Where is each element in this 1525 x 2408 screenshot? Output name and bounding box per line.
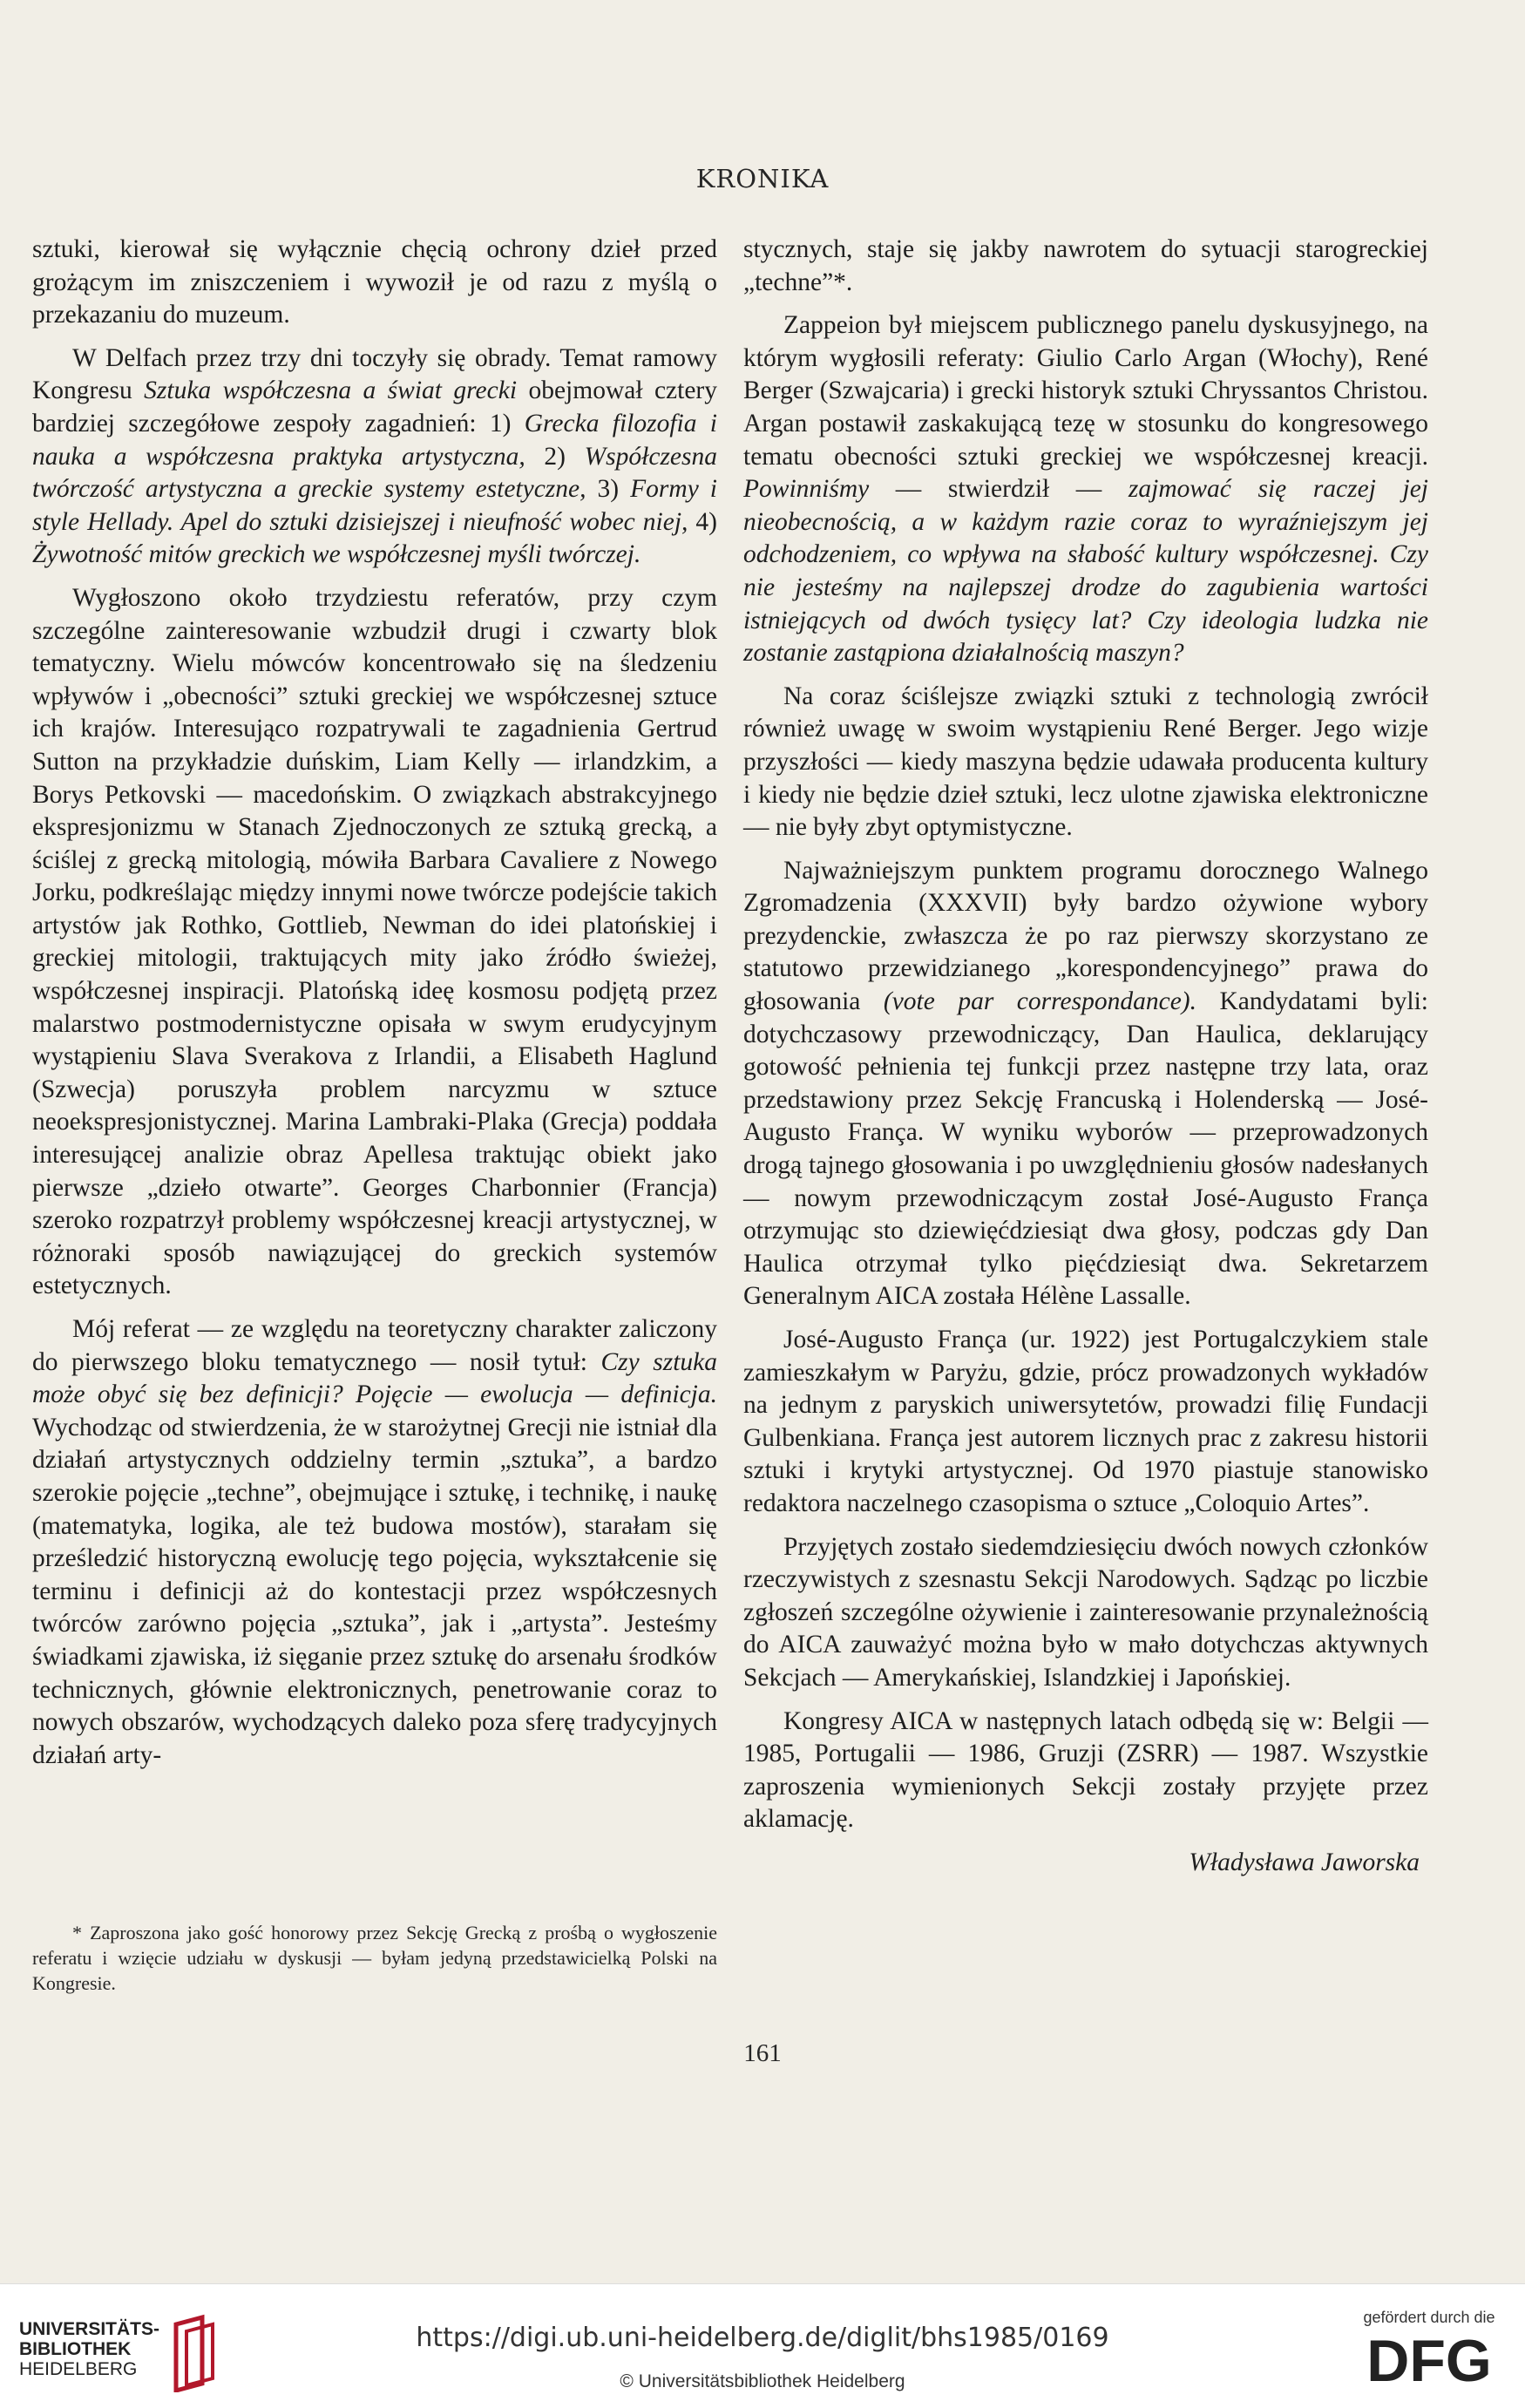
footnote: * Zaproszona jako gość honorowy przez Sekcję Grecką z prośbą o wygłoszenie referatu i wzięcie udziału w dyskusji — byłam jedyną przedstawicielką Polski na Kongresie. xyxy=(32,1922,717,1994)
library-name-line2: BIBLIOTHEK xyxy=(19,2339,132,2359)
dfg-caption: gefördert durch die xyxy=(1363,2309,1495,2326)
permalink-url[interactable]: https://digi.ub.uni-heidelberg.de/diglit/bhs1985/0169 xyxy=(416,2323,1109,2353)
right-column-paragraph: José-Augusto França (ur. 1922) jest Portugalczykiem stale zamieszkałym w Paryżu, gdzie, prócz prowadzonych wykładów na jednym z paryskich uniwersytetów, prowadzi filię Fundacji Gulbenkiana. França jest autorem licznych prac z zakresu historii sztuki i krytyki artystycznej. Od 1970 piastuje stanowisko redaktora naczelnego czasopisma o sztuce „Coloquio Artes”. xyxy=(743,1326,1428,1517)
dfg-wordmark-text: DFG xyxy=(1366,2328,1492,2390)
right-column-paragraph: Kongresy AICA w następnych latach odbędą się w: Belgii — 1985, Portugalii — 1986, Gruzji (ZSRR) — 1987. Wszystkie zaproszenia wymienionych Sekcji zostały przyjęte przez aklamację. xyxy=(743,1706,1428,1834)
left-column-paragraph: sztuki, kierował się wyłącznie chęcią ochrony dzieł przed grożącym im zniszczeniem i wywoził je od razu z myślą o przekazaniu do muzeum. xyxy=(32,235,717,329)
left-column-paragraph: Wygłoszono około trzydziestu referatów, przy czym szczególne zainteresowanie wzbudził drugi i czwarty blok tematyczny. Wielu mówców koncentrowało się na śledzeniu wpływów i „obecności” sztuki greckiej we współczesnej sztuce ich krajów. Interesująco rozpatrywali te zagadnienia Gertrud Sutton na przykładzie duńskim, Liam Kelly — irlandzkim, a Borys Petkovski — macedońskim. O związkach abstrakcyjnego ekspresjonizmu w Stanach Zjednoczonych ze sztuką grecką, a ściślej z grecką mitologią, mówiła Barbara Cavaliere z Nowego Jorku, podkreślając między innymi nowe twórcze podejście takich artystów jak Rothko, Gottlieb, Newman do idei platońskiej i greckiej mitologii, traktujących mity jako źródło świeżej, współczesnej inspiracji. Platońską ideę kosmosu podjętą przez malarstwo postmodernistyczne opisała w swym erudycyjnym wystąpieniu Slava Sverakova z Irlandii, a Elisabeth Haglund (Szwecja) poruszyła problem narcyzmu w sztuce neoekspresjonistycznej. Marina Lambraki-Plaka (Grecja) poddała interesującej analizie obraz Apellesa traktując obiekt jako pierwsze „dzieło otwarte”. Georges Charbonnier (Francja) szeroko rozpatrzył problemy współczesnej kreacji artystycznej, w różnoraki sposób nawiązującej do greckich systemów estetycznych. xyxy=(32,583,717,1300)
right-column-paragraph: Najważniejszym punktem programu dorocznego Walnego Zgromadzenia (XXXVII) były bardzo ożywione wybory prezydenckie, zwłaszcza że po raz pierwszy skorzystano ze statutowo przewidzianego „korespondencyjnego” prawa do głosowania (vote par correspondance). Kandydatami byli: dotychczasowy przewodniczący, Dan Haulica, deklarujący gotowość pełnienia tej funkcji przez następne trzy lata, oraz przedstawiony przez Sekcję Francuską i Holenderską — José-Augusto França. W wyniku wyborów — przeprowadzonych drogą tajnego głosowania i po uwzględnieniu głosów nadesłanych — nowym przewodniczącym został José-Augusto França otrzymując sto dziewięćdziesiąt dwa głosy, podczas gdy Dan Haulica otrzymał tylko pięćdziesiąt dwa. Sekretarzem Generalnym AICA została Hélène Lassalle. xyxy=(743,856,1428,1311)
library-name-line3: HEIDELBERG xyxy=(19,2359,138,2379)
page-number: 161 xyxy=(743,2039,782,2067)
right-column-paragraph: Na coraz ściślejsze związki sztuki z technologią zwrócił również uwagę w swoim wystąpieniu René Berger. Jego wizje przyszłości — kiedy maszyna będzie udawała producenta kultury i kiedy nie będzie dzieł sztuki, lecz ulotne zjawiska elektroniczne — nie były zbyt optymistyczne. xyxy=(743,682,1428,842)
left-column xyxy=(32,234,717,1782)
library-name-line1: UNIVERSITÄTS- xyxy=(19,2319,160,2339)
copyright-notice: © Universitätsbibliothek Heidelberg xyxy=(620,2371,905,2391)
right-column-paragraph: Przyjętych zostało siedemdziesięciu dwóch nowych członków rzeczywistych z szesnastu Sekcji Narodowych. Sądząc po liczbie zgłoszeń szczególne ożywienie i zainteresowanie przynależnością do AICA zauważyć można było w mało dotychczas aktywnych Sekcjach — Amerykańskiej, Islandzkiej i Japońskiej. xyxy=(743,1532,1428,1692)
viewer-footer xyxy=(0,2283,1525,2408)
right-column-paragraph: Zappeion był miejscem publicznego panelu dyskusyjnego, na którym wygłosili referaty: Giulio Carlo Argan (Włochy), René Berger (Szwajcaria) i grecki historyk sztuki Chryssantos Christou. Argan postawił zaskakującą tezę w stosunku do kongresowego tematu obecności sztuki greckiej we współczesnej kreacji. Powinniśmy — stwierdził — zajmować się raczej jej nieobecnością, a w każdym razie coraz to wyraźniejszym jej odchodzeniem, co wpływa na słabość kultury współczesnej. Czy nie jesteśmy na najlepszej drodze do zagubienia wartości istniejących od dwóch tysięcy lat? Czy ideologia ludzka nie zostanie zastąpiona działalnością maszyn? xyxy=(743,311,1428,668)
author-signature: Władysława Jaworska xyxy=(1189,1848,1420,1876)
right-column-paragraph: stycznych, staje się jakby nawrotem do sytuacji starogreckiej „techne”*. xyxy=(743,235,1428,296)
left-column-paragraph: W Delfach przez trzy dni toczyły się obrady. Temat ramowy Kongresu Sztuka współczesna a świat grecki obejmował cztery bardziej szczegółowe zespoły zagadnień: 1) Grecka filozofia i nauka a współczesna praktyka artystyczna, 2) Współczesna twórczość artystyczna a greckie systemy estetyczne, 3) Formy i style Hellady. Apel do sztuki dzisiejszej i nieufność wobec niej, 4) Żywotność mitów greckich we współczesnej myśli twórczej. xyxy=(32,343,718,569)
right-column xyxy=(743,234,1428,1880)
dfg-logo[interactable] xyxy=(1351,2309,1508,2396)
running-header: KRONIKA xyxy=(695,164,830,193)
dfg-wordmark-icon xyxy=(1351,2327,1508,2390)
left-column-paragraph: Mój referat — ze względu na teoretyczny charakter zaliczony do pierwszego bloku tematycznego — nosił tytuł: Czy sztuka może obyć się bez definicji? Pojęcie — ewolucja — definicja. Wychodząc od stwierdzenia, że w starożytnej Grecji nie istniał dla działań artystycznych oddzielny termin „sztuka”, a bardzo szerokie pojęcie „techne”, obejmujące i sztukę, i technikę, i naukę (matematyka, logika, ale też budowa mostów), starałam się prześledzić historyczną ewolucję tego pojęcia, wykształcenie się terminu i definicji aż do kontestacji przez współczesnych twórców zarówno pojęcia „sztuka”, jak i „artysta”. Jesteśmy świadkami zjawiska, iż sięganie przez sztukę do arsenału środków technicznych, głównie elektronicznych, penetrowanie coraz to nowych obszarów, wychodzących daleko poza sferę tradycyjnych działań arty- xyxy=(32,1315,717,1769)
